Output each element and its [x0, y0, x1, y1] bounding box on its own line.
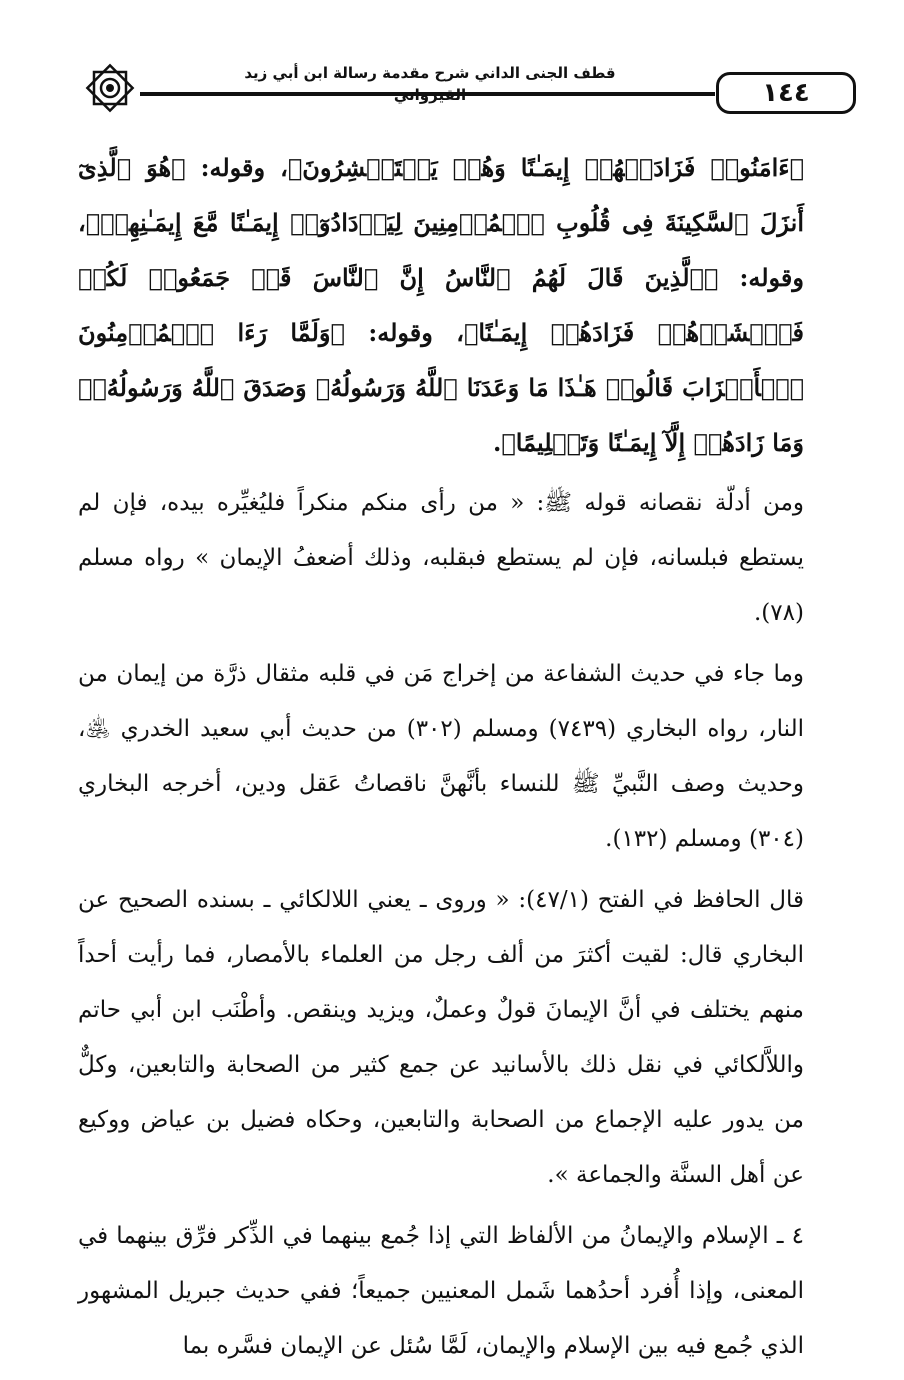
intercession-hadith-paragraph: وما جاء في حديث الشفاعة من إخراج مَن في قلبه مثقال ذرَّة من إيمان من النار، رواه البخاري (٧٤٣٩) ومسلم (٣٠٢) من حديث أبي سعيد الخدري ﵁، وحديث وصف النَّبيِّ ﷺ للنساء بأنَّهنَّ ناقصاتُ عَقل ودين، أخرجه البخاري (٣٠٤) ومسلم (١٣٢). — [78, 661, 805, 852]
point-four-paragraph: ٤ ـ الإسلام والإيمانُ من الألفاظ التي إذا جُمع بينهما في الذِّكر فرِّق بينهما في المعنى، وإذا أُفرد أحدُهما شَمل المعنيين جميعاً؛ ففي حديث جبريل المشهور الذي جُمع فيه بين الإسلام والإيمان، لَمَّا سُئل عن الإيمان فسَّره بما — [78, 1223, 804, 1359]
page-number: ١٤٤ — [716, 72, 856, 114]
quran-verses-paragraph: ﴿ءَامَنُوا۟ فَزَادَتۡهُمۡ إِيمَـٰنًا وَهُمۡ يَسۡتَبۡشِرُونَ﴾، وقوله: ﴿هُوَ ٱلَّذِىٓ أَنزَلَ ٱلسَّكِينَةَ فِى قُلُوبِ ٱلۡمُؤۡمِنِينَ لِيَزۡدَادُوٓا۟ إِيمَـٰنًا مَّعَ إِيمَـٰنِهِمۡ﴾، وقوله: ﴿ٱلَّذِينَ قَالَ لَهُمُ ٱلنَّاسُ إِنَّ ٱلنَّاسَ قَدۡ جَمَعُوا۟ لَكُمۡ فَٱخۡشَوۡهُمۡ فَزَادَهُمۡ إِيمَـٰنًا﴾، وقوله: ﴿وَلَمَّا رَءَا ٱلۡمُؤۡمِنُونَ ٱلۡأَحۡزَابَ قَالُوا۟ هَـٰذَا مَا وَعَدَنَا ٱللَّهُ وَرَسُولُهُۥ وَصَدَقَ ٱللَّهُ وَرَسُولُهُۥۚ وَمَا زَادَهُمۡ إِلَّآ إِيمَـٰنًا وَتَسۡلِيمًا﴾. — [78, 153, 804, 457]
running-title: قطف الجنى الداني شرح مقدمة رسالة ابن أبي زيد القيرواني — [244, 64, 616, 104]
eight-point-star-ornament-icon — [80, 58, 140, 118]
running-header — [80, 58, 860, 118]
fath-quote-paragraph: قال الحافظ في الفتح (٤٧/١): « وروى ـ يعني اللالكائي ـ بسنده الصحيح عن البخاري قال: لقيت أكثرَ من ألف رجل من العلماء بالأمصار، فما رأيت أحداً منهم يختلف في أنَّ الإيمانَ قولٌ وعملٌ، ويزيد وينقص. وأطْنَب ابن أبي حاتم واللاَّلكائي في نقل ذلك بالأسانيد عن جمع كثير من الصحابة والتابعين، وكلٌّ من يدور عليه الإجماع من الصحابة والتابعين، وحكاه فضيل بن عياض ووكيع عن أهل السنَّة والجماعة ». — [78, 887, 805, 1188]
main-text — [78, 140, 804, 1380]
hadith-paragraph: ومن أدلّة نقصانه قوله ﷺ: « من رأى منكم منكراً فليُغيِّره بيده، فإن لم يستطع فبلسانه، فإن لم يستطع فبقلبه، وذلك أضعفُ الإيمان » رواه مسلم (٧٨). — [78, 490, 804, 626]
